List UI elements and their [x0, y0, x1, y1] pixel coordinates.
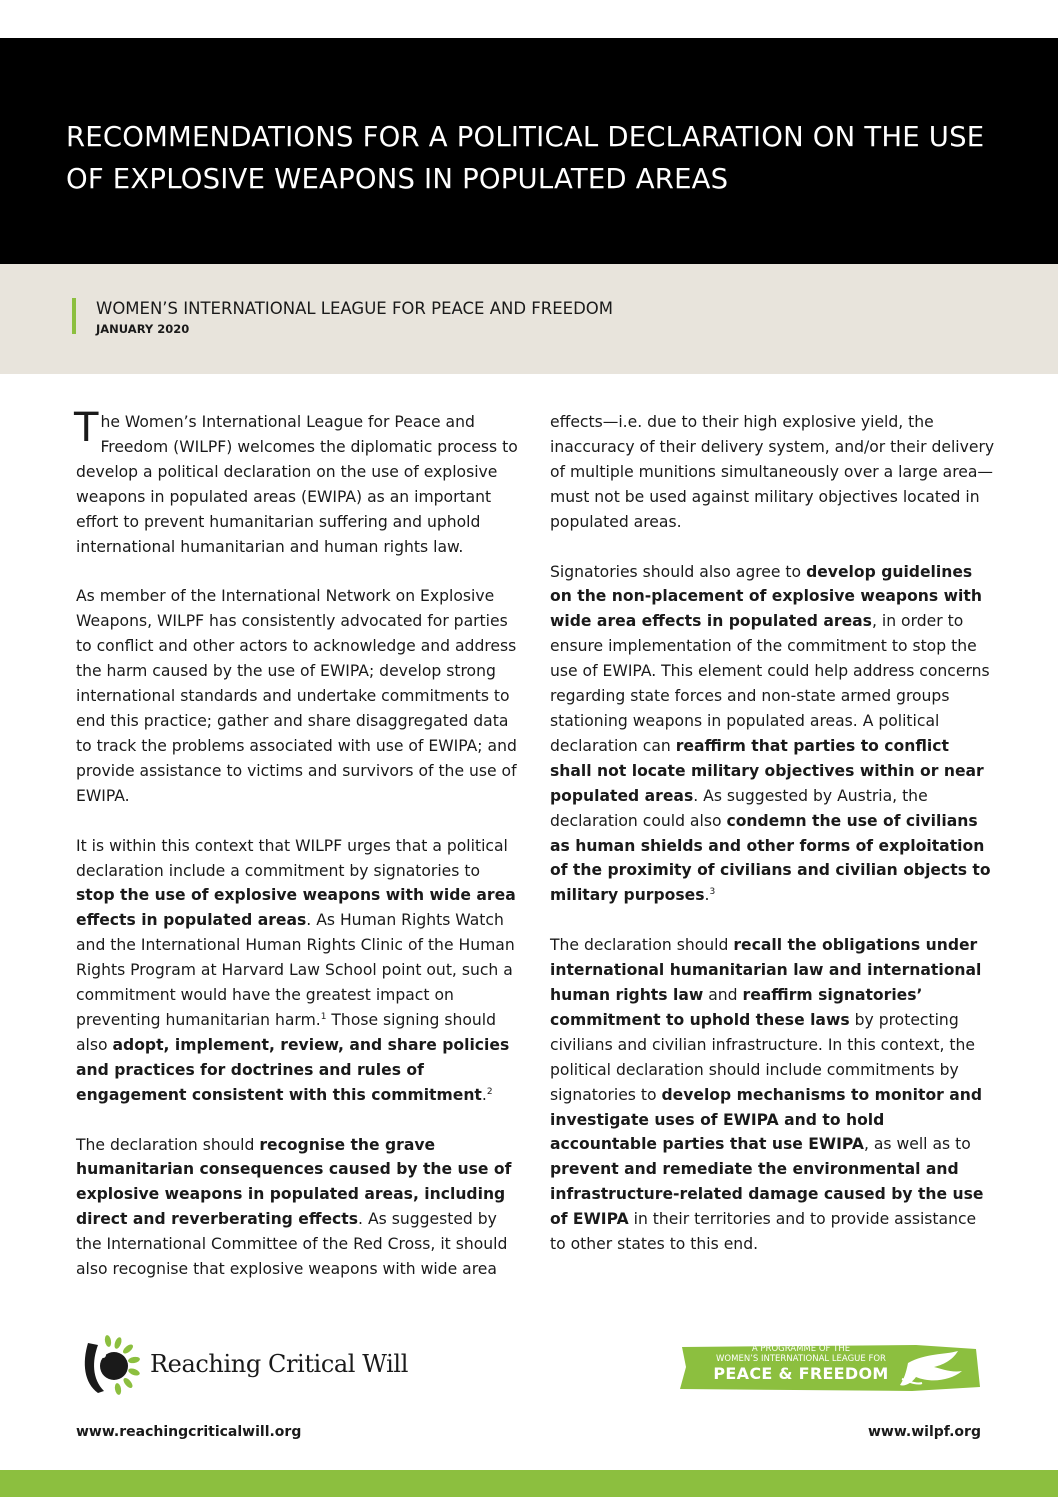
text-span: The declaration should — [76, 1135, 260, 1154]
bold-text: adopt, implement, review, and share policies and practices for doctrines and rules of engagement consistent with this commitment — [76, 1035, 510, 1104]
org-name: WOMEN’S INTERNATIONAL LEAGUE FOR PEACE AND FREEDOM — [96, 299, 614, 318]
wilpf-main: PEACE & FREEDOM — [713, 1364, 889, 1383]
paragraph-obligations — [550, 933, 995, 1257]
text-span: Signatories should also agree to — [550, 562, 807, 581]
bold-text: develop mechanisms to monitor and investigate uses of EWIPA and to hold accountable parties that use EWIPA — [550, 1085, 983, 1154]
bold-text: stop the use of explosive weapons with wide area effects in populated areas — [76, 886, 516, 930]
text-span: in their territories and to provide assistance to other states to this end. — [550, 1210, 977, 1254]
bold-text: prevent and remediate the environmental and infrastructure-related damage caused by the use of EWIPA — [550, 1160, 984, 1229]
bold-text: reaffirm that parties to conflict shall not locate military objectives within or near populated areas — [550, 736, 984, 805]
bold-text: condemn the use of civilians as human shields and other forms of exploitation of the proximity of civilians and civilian objects to military purposes — [550, 811, 991, 905]
text-span: Those signing should also — [76, 1010, 497, 1054]
wilpf-line2: WOMEN’S INTERNATIONAL LEAGUE FOR — [716, 1354, 886, 1364]
paragraph-commitment — [76, 834, 521, 1108]
right-column-flow — [550, 410, 995, 1282]
org-accent-bar — [72, 298, 76, 334]
text-span: . As suggested by the International Committee of the Red Cross, it should also recognise that explosive weapons with wide area — [76, 1210, 508, 1279]
paragraph-intro — [74, 405, 521, 559]
bold-text: recognise the grave humanitarian consequences caused by the use of explosive weapons in populated areas, including direct and reverberating effects — [76, 1135, 512, 1229]
text-span: , as well as to — [863, 1135, 971, 1154]
wilpf-url-link[interactable]: www.wilpf.org — [868, 1424, 981, 1440]
text-span: It is within this context that WILPF urges that a political declaration include a commitment by signatories to — [76, 836, 508, 880]
footnote-ref-1[interactable]: 1 — [320, 1011, 327, 1022]
footnote-ref-3[interactable]: 3 — [709, 887, 716, 898]
page-title: RECOMMENDATIONS FOR A POLITICAL DECLARATION ON THE USE OF EXPLOSIVE WEAPONS IN POPULATED AREAS — [66, 121, 985, 195]
text-span: and — [703, 986, 743, 1005]
rcw-url-link[interactable]: www.reachingcriticalwill.org — [76, 1424, 302, 1440]
wilpf-line1: A PROGRAMME OF THE — [751, 1344, 851, 1354]
left-column — [74, 405, 521, 1307]
text-span: . — [704, 886, 710, 905]
text-span: . — [481, 1085, 487, 1104]
drop-cap: T — [74, 405, 99, 451]
footnote-ref-2[interactable]: 2 — [486, 1086, 493, 1097]
bold-text: recall the obligations under international humanitarian law and international human rights law — [550, 936, 982, 1005]
paragraph-guidelines — [550, 560, 995, 909]
text-span: . As Human Rights Watch and the International Human Rights Clinic of the Human Rights Program at Harvard Law School point out, such a commitment would have the greatest impact on preventing humanitarian harm. — [76, 911, 515, 1029]
bold-text: develop guidelines on the non-placement of explosive weapons with wide area effects in populated areas — [550, 562, 982, 631]
bold-text: reaffirm signatories’ commitment to uphold these laws — [550, 986, 923, 1029]
rcw-name: Reaching Critical Will — [150, 1350, 408, 1378]
text-span: , in order to ensure implementation of the commitment to stop the use of EWIPA. This element could help address concerns regarding state forces and non-state armed groups stationing weapons in populated areas. A political declaration can — [550, 612, 990, 755]
publication-date: JANUARY 2020 — [96, 322, 190, 336]
rcw-logo-icon — [78, 1333, 142, 1397]
text-span: . As suggested by Austria, the declaration could also — [550, 786, 928, 830]
text-span: he Women’s International League for Peace and Freedom (WILPF) welcomes the diplomatic process to develop a political declaration on the use of explosive weapons in populated areas (EWIPA) as an important effort to prevent humanitarian suffering and uphold international humanitarian and human rights law. — [76, 413, 518, 556]
text-span: by protecting civilians and civilian infrastructure. In this context, the political declaration should include commitments by signatories to — [550, 1010, 975, 1104]
text-span: The declaration should — [550, 936, 734, 955]
org-band — [0, 264, 1058, 374]
paragraph-network: As member of the International Network on Explosive Weapons, WILPF has consistently advocated for parties to conflict and other actors to acknowledge and address the harm caused by the use of EWIPA; develop strong international standards and undertake commitments to end this practice; gather and share disaggregated data to track the problems associated with use of EWIPA; and provide assistance to victims and survivors of the use of EWIPA. — [76, 587, 517, 805]
paragraph-consequences-cont: effects—i.e. due to their high explosive yield, the inaccuracy of their delivery system, and/or their delivery of multiple munitions simultaneously over a large area—must not be used against military objectives located in populated areas. — [550, 413, 995, 531]
paragraph-consequences — [76, 1133, 521, 1282]
bottom-green-stripe — [0, 1470, 1058, 1497]
